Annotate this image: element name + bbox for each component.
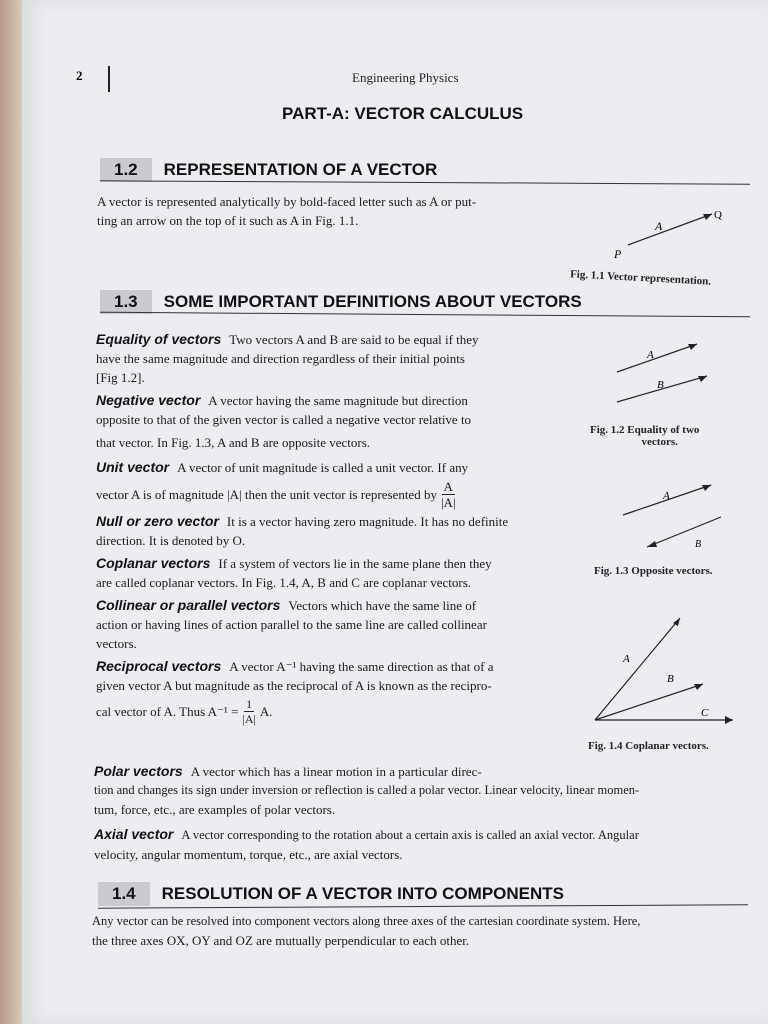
fraction-numerator: A [443,479,453,494]
text-line: have the same magnitude and direction regardless of their initial points [96,351,465,366]
text-line: velocity, angular momentum, torque, etc., are axial vectors. [94,847,403,862]
text-line: action or having lines of action parallel to the same line are called collinear [96,617,487,632]
page-number: 2 [76,68,83,83]
fig-label-q: Q [714,209,722,221]
arrow-head [647,541,657,547]
text-line: tum, force, etc., are examples of polar vectors. [94,802,336,817]
section-number: 1.4 [98,882,150,906]
fraction [441,479,456,510]
definition-axial [94,825,750,864]
fig-label-a: A [663,490,670,502]
term: Polar vectors [94,763,183,779]
text-line: that vector. In Fig. 1.3, A and B are opposite vectors. [96,435,371,450]
arrow-head [698,376,707,382]
term: Reciprocal vectors [96,658,222,674]
definitions-block-wide [94,762,750,864]
fraction-numerator: 1 [246,697,253,711]
text-line: vectors. [96,636,137,651]
part-title: PART-A: VECTOR CALCULUS [282,104,524,123]
figure-1-4-caption: Fig. 1.4 Coplanar vectors. [588,740,709,752]
text-line: It is a vector having zero magnitude. It has no definite [226,514,509,529]
fig-label-b: B [667,673,674,685]
section-heading-1-3 [100,290,582,314]
fig-label-b: B [695,539,702,550]
section-heading-1-4 [98,882,564,906]
definition-polar [94,762,750,819]
definition-negative [96,391,586,452]
text-line: If a system of vectors lie in the same plane then they [218,556,492,571]
arrow-head [725,716,733,724]
text-line: tion and changes its sign under inversion or reflection is called a polar vector. Linear velocity, linear momen- [94,783,640,797]
section-1-4-text [92,912,752,950]
text-line: Any vector can be resolved into component vectors along three axes of the cartesian coordinate system. Here, [92,914,641,928]
text-line: ting an arrow on the top of it such as A in Fig. 1.1. [97,213,359,228]
figure-1-4 [585,610,745,730]
definition-equality [96,330,586,387]
text-line: A vector which has a linear motion in a particular direc- [190,764,482,779]
text-line: A vector corresponding to the rotation about a certain axis is called an axial vector. Angular [181,828,639,842]
term: Equality of vectors [96,331,222,347]
fig-label-a: A [623,653,630,665]
fraction-denominator: |A| [242,712,256,726]
definition-coplanar [96,554,586,592]
definition-null [96,512,586,550]
vector-arrow-a [595,618,680,720]
section-number: 1.2 [100,158,152,182]
text-line: the three axes OX, OY and OZ are mutually perpendicular to each other. [92,933,470,948]
text-line: direction. It is denoted by O. [96,533,246,548]
fig-label-p: P [614,247,622,261]
page-edge [0,0,22,1024]
text-line: A vector having the same magnitude but direction [208,393,468,408]
term: Null or zero vector [96,513,219,529]
fraction-denominator: |A| [440,495,456,510]
text-line: Two vectors A and B are said to be equal if they [229,332,479,347]
text-line: cal vector of A. Thus A⁻¹ = [96,704,239,719]
figure-1-1-caption: Fig. 1.1 Vector representation. [569,268,712,288]
vector-arrow-b [595,684,703,720]
text-line: are called coplanar vectors. In Fig. 1.4, A, B and C are coplanar vectors. [96,575,472,590]
text-line: opposite to that of the given vector is called a negative vector relative to [96,412,472,427]
fraction [242,697,255,726]
definition-unit [96,458,586,510]
figure-1-1 [600,200,740,270]
term: Unit vector [96,459,170,475]
definition-collinear [96,596,586,653]
section-heading-1-2 [100,158,437,182]
text-line: Vectors which have the same line of [288,598,477,613]
running-title: Engineering Physics [352,70,459,85]
caption-line: vectors. [641,436,678,448]
term: Collinear or parallel vectors [96,597,281,613]
text-line: vector A is of magnitude |A| then the unit vector is represented by [96,487,437,502]
text-line: given vector A but magnitude as the reciprocal of A is known as the recipro- [96,678,492,693]
section-title: SOME IMPORTANT DEFINITIONS ABOUT VECTORS [163,292,582,311]
header-divider [108,66,110,92]
fig-label-c: C [701,707,709,719]
term: Axial vector [94,826,174,842]
vector-arrow [628,214,712,245]
figure-1-3-caption: Fig. 1.3 Opposite vectors. [594,565,713,577]
text-line: [Fig 1.2]. [96,370,145,385]
figure-1-2-caption [590,424,699,448]
term: Coplanar vectors [96,555,211,571]
vector-arrow-b [647,517,721,547]
term: Negative vector [96,392,201,408]
vector-arrow-a [617,344,697,372]
fig-label-a: A [655,219,663,233]
definitions-block [96,330,586,726]
text-line: A vector is represented analytically by bold-faced letter such as A or put- [97,194,477,209]
fig-label-a: A [647,349,654,361]
text-line: A vector A⁻¹ having the same direction as that of a [229,659,494,674]
figure-1-2 [605,330,725,420]
section-title: RESOLUTION OF A VECTOR INTO COMPONENTS [161,884,564,903]
caption-line: Fig. 1.2 Equality of two [590,424,700,436]
section-title: REPRESENTATION OF A VECTOR [163,160,438,179]
section-1-2-text [97,192,567,230]
text-line: A vector of unit magnitude is called a unit vector. If any [177,460,469,475]
section-number: 1.3 [100,290,152,314]
figure-1-3 [615,475,735,560]
fig-label-b: B [657,379,664,391]
definition-reciprocal [96,657,586,726]
text-line: A. [259,704,273,719]
